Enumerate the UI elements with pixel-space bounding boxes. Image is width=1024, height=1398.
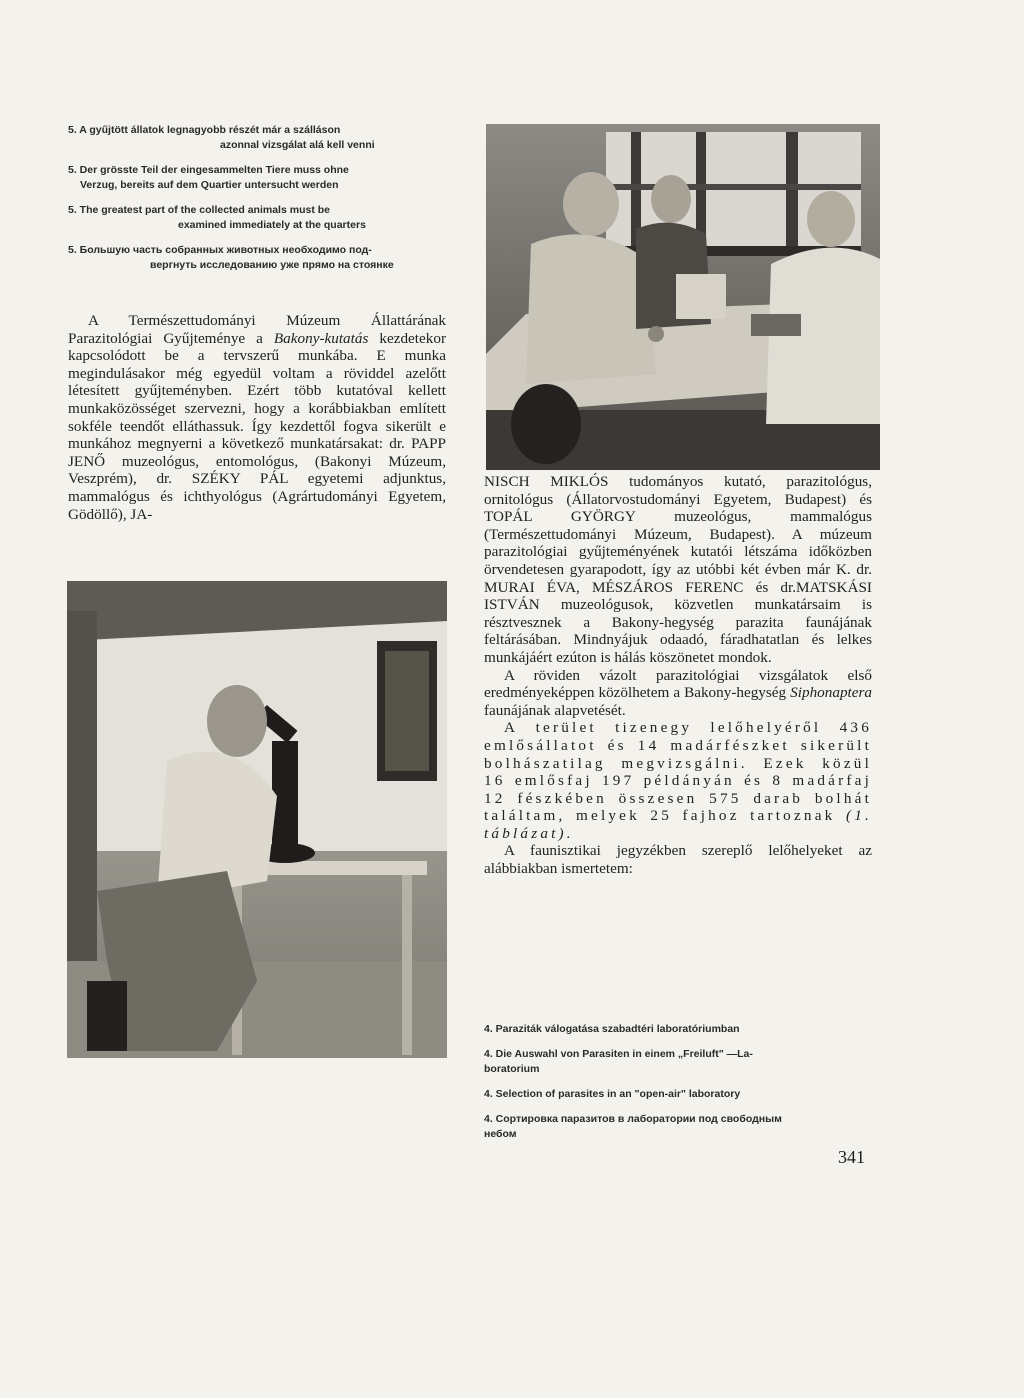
text-run-italic: (1. táblázat). bbox=[484, 807, 872, 842]
caption-line: azonnal vizsgálat alá kell venni bbox=[220, 139, 375, 151]
page-number: 341 bbox=[838, 1147, 865, 1167]
caption-line: 5. A gyűjtött állatok legnagyobb részét már a szálláson bbox=[68, 124, 341, 136]
paragraph bbox=[484, 667, 872, 720]
caption-hu bbox=[484, 1022, 872, 1037]
text-run: A röviden vázolt parazitológiai vizsgálatok első eredményeképpen közölhetem a Bakony-hegység bbox=[484, 666, 872, 702]
caption-de bbox=[484, 1047, 872, 1077]
caption-de bbox=[68, 163, 446, 193]
body-text-right-column bbox=[484, 473, 872, 878]
text-run: kezdetekor kapcsolódott be a tervszerű munkába. E munka megindulásakor még egyedül voltam a röviddel azelőtt létesített gyűjteményben. Ezért több kutatóval kellett munkaközösséget szervezni, hogy a korábbiakban említett sokféle teendőt elláthassuk. Így kezdettől fogva sikerült e munkához megnyerni a következő munkatársakat: dr. PAPP JENŐ muzeológus, entomológus, (Bakonyi Múzeum, Veszprém), dr. SZÉKY PÁL egyetemi adjunktus, mammalógus és ichthyológus (Agrártudományi Egyetem, Gödöllő), JA- bbox=[68, 329, 447, 523]
text-run: A terület tizenegy lelőhelyéről 436 emlősállatot és 14 madárfészket sikerült bolhászatilag megvizsgálni. Ezek közül 16 emlősfaj 197 példányán és 8 madárfaj 12 fészkében összesen 575 darab bolhát találtam, melyek 25 fajhoz tartoznak bbox=[484, 719, 872, 825]
caption-line: Verzug, bereits auf dem Quartier untersucht werden bbox=[80, 179, 339, 191]
photo-field-lab-image bbox=[486, 124, 880, 470]
caption-line: examined immediately at the quarters bbox=[178, 219, 366, 231]
caption-line: 4. Selection of parasites in an "open-air" laboratory bbox=[484, 1088, 741, 1100]
paragraph bbox=[68, 312, 446, 523]
text-run: faunájának alapvetését. bbox=[484, 701, 626, 719]
caption-line: 4. Paraziták válogatása szabadtéri laboratóriumban bbox=[484, 1023, 740, 1035]
paragraph: A faunisztikai jegyzékben szereplő lelőhelyeket az alábbiakban ismertetem: bbox=[484, 842, 872, 878]
paragraph-spaced bbox=[484, 719, 872, 842]
caption-ru bbox=[68, 243, 446, 273]
caption-ru bbox=[484, 1112, 872, 1142]
photo-microscope bbox=[67, 581, 447, 1058]
photo-field-lab bbox=[486, 124, 880, 470]
photo-microscope-image bbox=[67, 581, 447, 1058]
text-run: A Természettudományi Múzeum Állattárának Parazitológiai Gyűjteménye a bbox=[68, 312, 446, 347]
caption-line: 4. Сортировка паразитов в лаборатории под свободным bbox=[484, 1113, 782, 1125]
caption-line: 4. Die Auswahl von Parasiten in einem „Freiluft" —La- bbox=[484, 1048, 753, 1060]
paragraph: NISCH MIKLÓS tudományos kutató, parazitológus, ornitológus (Állatorvostudományi Egyetem, Budapest) és TOPÁL GYÖRGY muzeológus, mammalógus (Természettudományi Múzeum, Budapest). A múzeum parazitológiai gyűjteményének kutatói létszáma időközben örvendetesen gyarapodott, így az utóbbi két évben már K. dr. MURAI ÉVA, MÉSZÁROS FERENC és dr.MATSKÁSI ISTVÁN muzeológusok, közvetlen munkatársaim is résztvesznek a Bakony-hegység parazita faunájának feltárásában. Mindnyájuk odaadó, fáradhatatlan és lelkes munkájáért ezúton is hálás köszönetet mondok. bbox=[484, 473, 872, 666]
caption-line: 5. Der grösste Teil der eingesammelten Tiere muss ohne bbox=[68, 164, 349, 176]
caption-en bbox=[484, 1087, 872, 1102]
photo-caption-top bbox=[68, 123, 446, 283]
caption-en bbox=[68, 203, 446, 233]
body-text-left-column bbox=[68, 312, 446, 523]
photo-caption-bottom bbox=[484, 1022, 872, 1152]
text-run-italic: Bakony-kutatás bbox=[273, 329, 369, 347]
caption-line: вергнуть исследованию уже прямо на стоянке bbox=[150, 259, 394, 271]
text-run-italic: Siphonaptera bbox=[790, 684, 872, 702]
caption-line: 5. The greatest part of the collected animals must be bbox=[68, 204, 330, 216]
caption-line: небом bbox=[484, 1128, 517, 1140]
caption-line: 5. Большую часть собранных животных необходимо под- bbox=[68, 244, 372, 256]
caption-line: boratorium bbox=[484, 1063, 540, 1075]
caption-hu bbox=[68, 123, 446, 153]
